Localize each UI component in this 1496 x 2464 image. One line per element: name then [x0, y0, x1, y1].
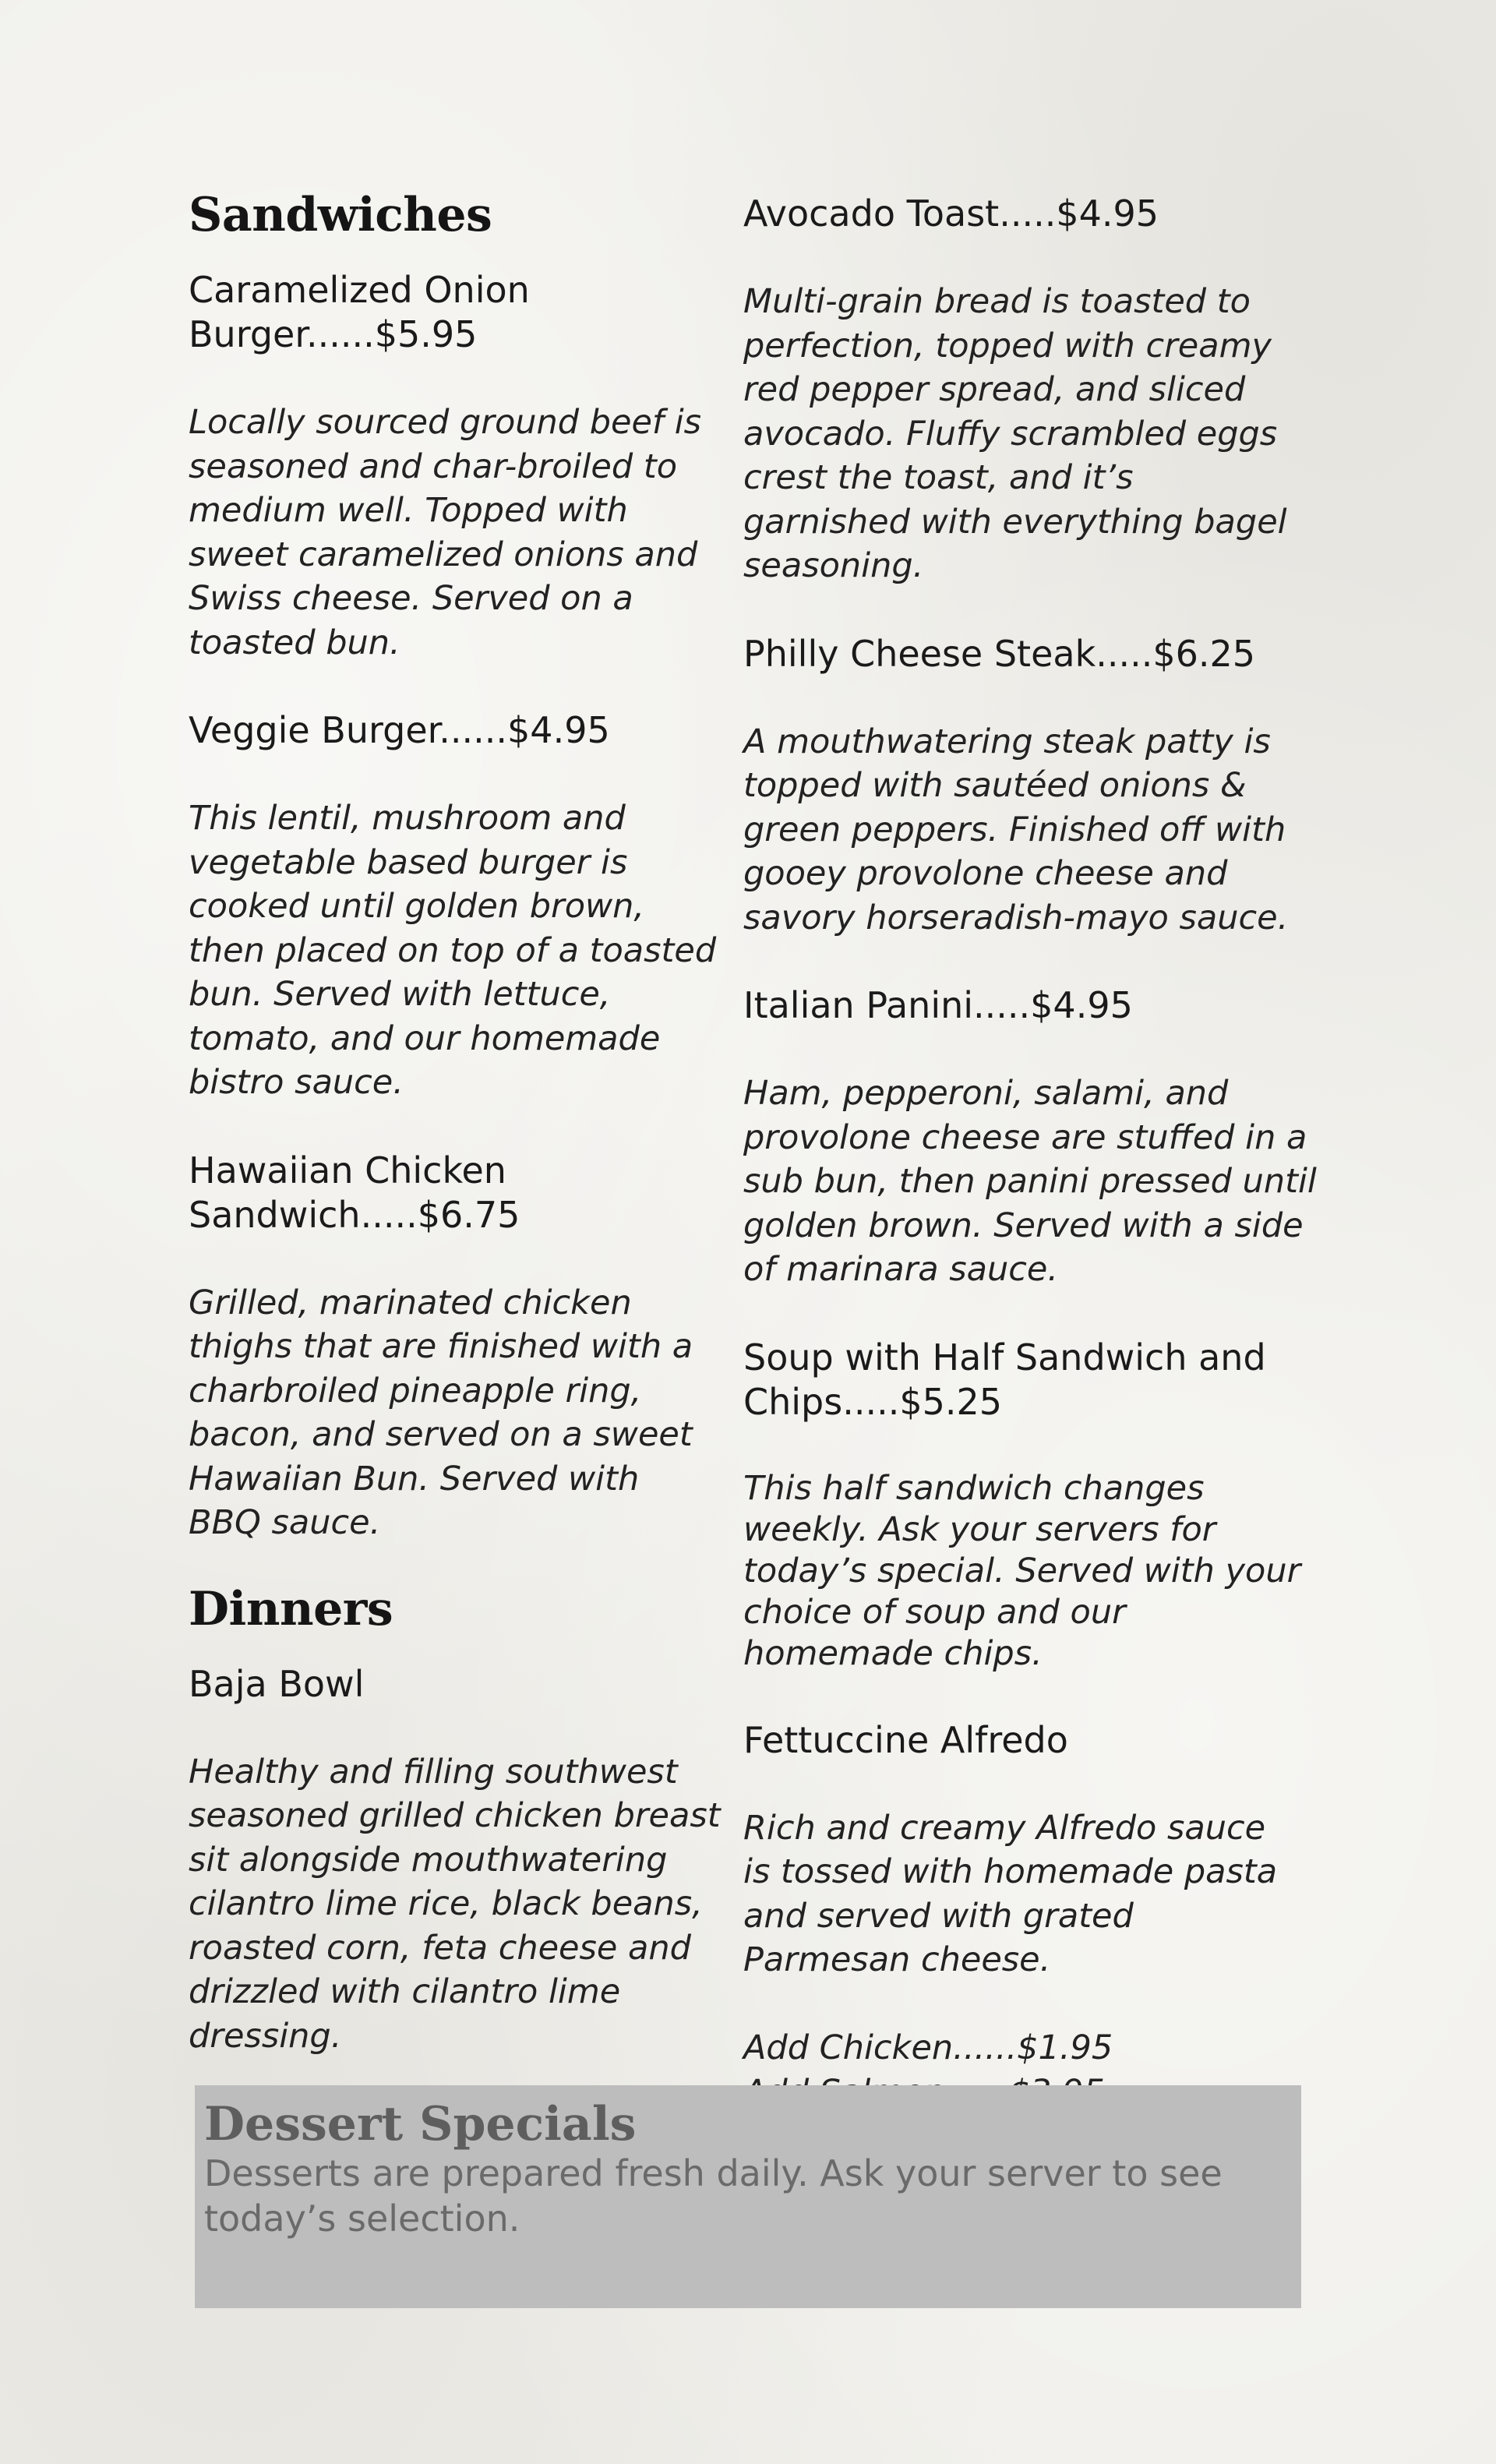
menu-item-description: This lentil, mushroom and vegetable based burger is cooked until golden brown, then placed on top of a toasted bun. Served with lettuce, tomato, and our homemade bistro sauce. [189, 799, 717, 1102]
menu-right-column [743, 184, 1320, 2115]
dinners-heading: Dinners [189, 1581, 393, 1636]
dessert-specials-box [195, 2085, 1301, 2308]
menu-left-column [189, 184, 734, 2102]
menu-item-title: Soup with Half Sandwich and Chips.....$5.25 [743, 1336, 1266, 1423]
menu-item-title: Caramelized Onion Burger......$5.95 [189, 269, 530, 355]
menu-item-title: Baja Bowl [189, 1662, 365, 1705]
menu-item-description: A mouthwatering steak patty is topped with sautéed onions & green peppers. Finished off with gooey provolone cheese and savory horseradish-mayo sauce. [743, 722, 1289, 937]
menu-item-title: Avocado Toast.....$4.95 [743, 192, 1159, 235]
menu-item-description: Healthy and filling southwest seasoned grilled chicken breast sit alongside mouthwatering cilantro lime rice, black beans, roasted corn, feta cheese and drizzled with cilantro lime dressing. [189, 1752, 721, 2056]
menu-item-description: Rich and creamy Alfredo sauce is tossed with homemade pasta and served with grated Parmesan cheese. [743, 1808, 1278, 1979]
menu-item-title: Italian Panini.....$4.95 [743, 984, 1133, 1026]
add-on-item: Add Chicken......$1.95 [743, 2028, 1113, 2067]
menu-item-title: Hawaiian Chicken Sandwich.....$6.75 [189, 1149, 520, 1236]
sandwiches-heading: Sandwiches [189, 188, 492, 242]
menu-item-description: Locally sourced ground beef is seasoned and char-broiled to medium well. Topped with sweet caramelized onions and Swiss cheese. Served on a toasted bun. [189, 403, 702, 662]
dessert-specials-heading: Dessert Specials [204, 2097, 637, 2152]
menu-item-title: Philly Cheese Steak.....$6.25 [743, 632, 1256, 675]
menu-item-title: Veggie Burger......$4.95 [189, 709, 610, 751]
menu-item-description: Grilled, marinated chicken thighs that are finished with a charbroiled pineapple ring, bacon, and served on a sweet Hawaiian Bun. Served with BBQ sauce. [189, 1283, 693, 1542]
menu-item-description: Ham, pepperoni, salami, and provolone cheese are stuffed in a sub bun, then panini pressed until golden brown. Served with a side of marinara sauce. [743, 1074, 1317, 1289]
menu-item-description: This half sandwich changes weekly. Ask your servers for today’s special. Served with your choice of soup and our homemade chips. [743, 1468, 1301, 1673]
menu-item-title: Fettuccine Alfredo [743, 1718, 1068, 1761]
menu-item-description: Multi-grain bread is toasted to perfection, topped with creamy red pepper spread, and sliced avocado. Fluffy scrambled eggs crest the toast, and it’s garnished with everything bagel seasoning. [743, 282, 1287, 585]
dessert-specials-text: Desserts are prepared fresh daily. Ask your server to see today’s selection. [204, 2152, 1223, 2240]
